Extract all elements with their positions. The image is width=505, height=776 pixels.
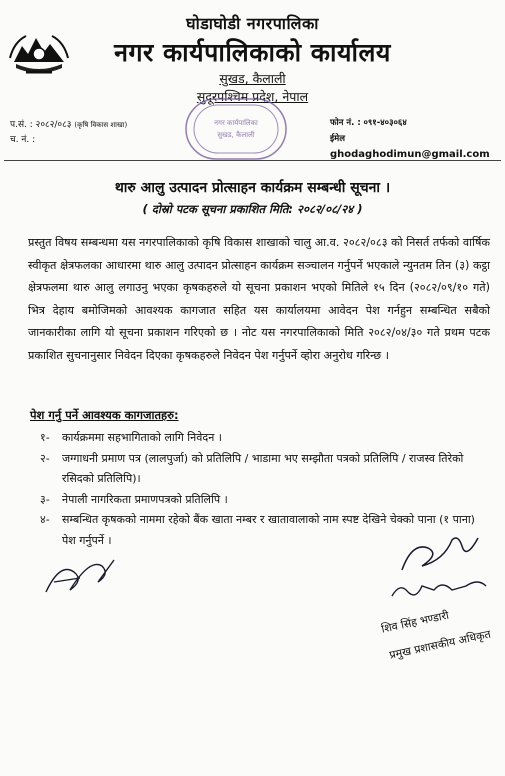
email-line: ईमेल ghodaghodimun@gmail.com bbox=[330, 134, 490, 160]
initials-signature bbox=[40, 552, 120, 600]
letter-number: प.सं. : २०८२/०८३ (कृषि विकास शाखा) bbox=[10, 120, 128, 130]
signatory-name: शिव सिंह भण्डारी bbox=[380, 608, 451, 636]
notice-subtitle: ( दोस्रो पटक सूचना प्रकाशित मिति: २०८२/०८/२४ ) bbox=[142, 202, 363, 216]
reference-block bbox=[10, 118, 127, 148]
phone-line: फोन नं. : ०९१-४०३०६४ bbox=[330, 118, 407, 128]
office-name: नगर कार्यपालिकाको कार्यालय bbox=[114, 38, 391, 67]
contact-block bbox=[330, 115, 505, 163]
header-divider bbox=[4, 160, 501, 161]
notice-title: थारु आलु उत्पादन प्रोत्साहन कार्यक्रम सम्बन्धी सूचना । bbox=[114, 180, 391, 196]
office-province: सुदूरपश्चिम प्रदेश, नेपाल bbox=[196, 89, 309, 104]
notice-body: प्रस्तुत विषय सम्बन्धमा यस नगरपालिकाको कृषि विकास शाखाको चालु आ.व. २०८२/०८३ को निसर्त तर्फको वार्षिक स्वीकृत क्षेत्रफलका आधारमा थारु आलु उत्पादन प्रोत्साहन कार्यक्रम सञ्चालन गर्नुपर्ने भएकाले न्युनतम तिन (३) कट्ठा क्षेत्रफलमा थारु आलु लगाउनु भएका कृषकहरुले यो सूचना प्रकाशन भएको मितिले १५ दिन (२०८२/०९/१० गते) भित्र देहाय बमोजिमको आवश्यक कागजात सहित यस कार्यालयमा आवेदन पेश गर्नहुन सम्बन्धित सबैको जानकारीका लागि यो सूचना प्रकाशन गरिएको छ । नोट यस नगरपालिकाको मिति २०८२/०४/३० गते प्रथम पटक प्रकाशित सुचनानुसार निवेदन दिएका कृषकहरुले निवेदन पेश गर्नुपर्ने व्होरा अनुरोध गरिन्छ । bbox=[28, 236, 490, 362]
signatory-title: प्रमुख प्रशासकीय अधिकृत bbox=[388, 627, 492, 662]
municipality-name: घोडाघोडी नगरपालिका bbox=[186, 14, 319, 33]
list-item: ४- सम्बन्धित कृषकको नाममा रहेको बैंक खाता नम्बर र खातावालाको नाम स्पष्ट देखिने चेक्को पाना (१ पाना) पेश गर्नुपर्ने । bbox=[40, 513, 475, 547]
office-location: सुखड, कैलाली bbox=[219, 71, 286, 86]
list-item: २- जग्गाधनी प्रमाण पत्र (लालपुर्जा) को प्रतिलिपि / भाडामा भए सम्झौता पत्रको प्रतिलिपि / राजस्व तिरेको रसिदको प्रतिलिपि)। bbox=[40, 451, 464, 485]
list-item: १- कार्यक्रममा सहभागिताको लागि निवेदन । bbox=[40, 431, 222, 444]
dispatch-number: च. नं. : bbox=[10, 135, 36, 145]
office-stamp bbox=[180, 95, 292, 163]
documents-heading: पेश गर्नु पर्ने आवश्यक कागजातहरु: bbox=[30, 408, 179, 422]
list-item: ३- नेपाली नागरिकता प्रमाणपत्रको प्रतिलिपि । bbox=[40, 492, 228, 506]
svg-text:नगर कार्यपालिका: नगर कार्यपालिका bbox=[214, 119, 258, 127]
official-signature bbox=[382, 530, 500, 608]
email-link[interactable]: ghodaghodimun@gmail.com bbox=[330, 149, 490, 160]
svg-text:सुखड, कैलाली: सुखड, कैलाली bbox=[217, 131, 255, 139]
